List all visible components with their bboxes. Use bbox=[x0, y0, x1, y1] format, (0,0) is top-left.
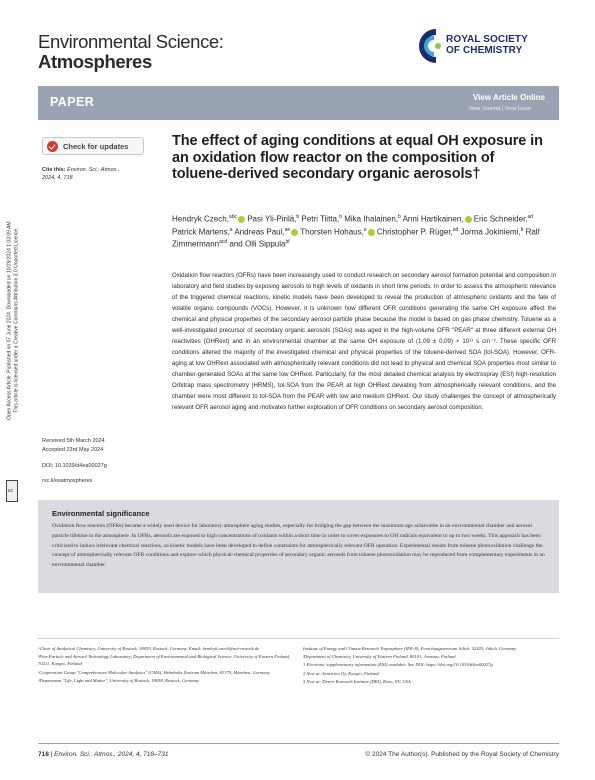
author-name[interactable]: Andreas Paul, bbox=[232, 227, 285, 237]
citation-info bbox=[42, 166, 122, 182]
cc-license-text: cc bbox=[8, 488, 13, 494]
orcid-icon[interactable] bbox=[238, 216, 245, 223]
footnote: ᵈDepartment "Life, Light and Matter", University of Rostock, 18059, Rostock, Germany bbox=[38, 677, 200, 683]
page-number: 718 bbox=[38, 751, 49, 758]
footer-left bbox=[38, 751, 168, 758]
significance-title: Environmental significance bbox=[52, 509, 150, 518]
footer-journal-ref: Environ. Sci.: Atmos., 2024, 4, 718–731 bbox=[54, 751, 169, 758]
author-affiliation: abc bbox=[228, 214, 237, 220]
orcid-icon[interactable] bbox=[368, 229, 375, 236]
footnote: † Electronic supplementary information (ESI) available. See DOI: https://doi.org/10.1039/d4ea00027g bbox=[303, 662, 493, 668]
received-date: Received 5th March 2024 bbox=[42, 438, 105, 444]
environmental-significance-box bbox=[38, 500, 559, 593]
check-for-updates-label: Check for updates bbox=[63, 141, 129, 151]
journal-issue-links[interactable]: View Journal | View Issue bbox=[468, 106, 531, 112]
open-access-line-1: Open Access Article. Published on 07 June 2024. Downloaded on 10/29/2024 1:03:09 AM. bbox=[6, 220, 13, 420]
view-article-online-link[interactable]: View Article Online bbox=[472, 93, 545, 102]
journal-line-1: Environmental Science: bbox=[38, 31, 224, 52]
abstract: Oxidation flow reactors (OFRs) have been increasingly used to conduct research on secondary aerosol formation potential and composition in laboratory and field studies by exposing aerosols to high levels of oxidants in short time periods. In order to assess the atmospheric relevance of the triggered chemical reactions, kinetic models have been developed to reveal the production of atmospheric oxidants and the fate of volatile organic compounds (VOCs). However, it is unknown how different OFR conditions generating the same OH exposure affect the chemical and physical properties of the secondary aerosol particle phase because the model is based on gas phase chemistry. Toluene as a well-investigated precursor of secondary organic aerosols (SOAs) was aged in the high-volume OFR "PEAR" at three different external OH reactivities (OHRext) and in an environmental chamber at the same OH exposure of (1.09 ± 0.09) × 10¹¹ s cm⁻³. These specific OFR conditions altered the majority of the investigated chemical and physical properties of the toluene-derived SOA (tol-SOA). However, OFR- aging at low OHRext associated with atmospherically relevant conditions did not lead to physical and chemical SOA properties most similar to chamber-generated SOAs at the same low OHRext. Particularly, for the most detailed chemical analysis by electrospray (ESI) high-resolution Orbitrap mass spectrometry (HRMS), tol-SOA from the PEAR at high OHRext deviating from atmospherically relevant conditions, and the chamber were most different to tol-SOA from the PEAR with low and medium OHRext. Our study challenges the concept of atmospherically relevant OFR aerosol aging and motivates further exploration of OFR conditions on secondary aerosol composition. bbox=[172, 272, 556, 411]
author-name[interactable]: Eric Schneider, bbox=[471, 214, 528, 224]
author-name[interactable]: and Olli Sippula bbox=[227, 239, 286, 249]
author-affiliation: b bbox=[520, 226, 524, 233]
author-affiliation: ae bbox=[284, 226, 291, 233]
significance-text: Oxidation flow reactors (OFRs) became a widely used device for laboratory atmosphere aging studies, especially for bridging the gap between the maximum age achievable in an environmental chamber and aerosol particle lifetime in the atmosphere. In OFRs, aerosols are exposed to high concentrations of oxidants within a short time in order to cover exposures to OH radicals equivalent to up to two weeks. This approach has been criticized to induce irrelevant chemical reactions, so kinetic models have been developed to define constraints for atmospherically relevant OFR operation. Experimental results from toluene photooxidation challenge the concept of atmospherically relevant OFR conditions and explore which physical-chemical properties of secondary organic aerosols from toluene photooxidation may be reproduced from complementary experiments in an environmental chamber. bbox=[52, 523, 545, 569]
cc-license-icon[interactable] bbox=[6, 480, 18, 502]
author-affiliation: b bbox=[296, 214, 300, 220]
author-affiliation: bf bbox=[285, 239, 290, 246]
open-access-sidebar bbox=[0, 150, 26, 494]
journal-title bbox=[38, 32, 224, 72]
accepted-date: Accepted 23rd May 2024 bbox=[42, 447, 104, 453]
author-name[interactable]: Hendryk Czech, bbox=[172, 214, 229, 224]
footnote: ᶠDepartment of Chemistry, University of Eastern Finland, 80101, Joensuu, Finland bbox=[303, 654, 456, 660]
author-name[interactable]: Mika Ihalainen, bbox=[341, 214, 399, 224]
received-dates bbox=[42, 437, 152, 455]
author-name[interactable]: Petri Tiitta, bbox=[299, 214, 340, 224]
doi[interactable]: DOI: 10.1039/d4ea00027g bbox=[42, 463, 107, 469]
author-name[interactable]: Christopher P. Rüger, bbox=[374, 227, 453, 237]
author-affiliation: b bbox=[339, 214, 342, 220]
footnote: Institute of Energy and Climate Research Troposphere (IEK-8), Forschungszentrum Jülich, 52425, Jülich, Germany bbox=[303, 646, 517, 651]
article-type-label: PAPER bbox=[50, 95, 95, 109]
author-name[interactable]: Patrick Martens, bbox=[172, 227, 230, 237]
footnote: ᵇFine Particle and Aerosol Technology Laboratory, Department of Environmental and Biological Science, University of Eastern Finland, 70211, Kuopio, Finland bbox=[38, 654, 290, 667]
author-affiliation: b bbox=[398, 214, 401, 220]
footnotes-left bbox=[38, 645, 293, 685]
footnote: § Now at: Desert Research Institute (DRI), Reno, NV, USA. bbox=[303, 678, 412, 684]
author-affiliation: e bbox=[363, 226, 367, 233]
footnote: ‡ Now at: Sensirion Oy, Kuopio, Finland. bbox=[303, 670, 380, 676]
journal-line-2: Atmospheres bbox=[38, 51, 152, 72]
orcid-icon[interactable] bbox=[465, 216, 472, 223]
rsc-line-1: ROYAL SOCIETY bbox=[446, 34, 528, 45]
author-affiliation: acd bbox=[219, 239, 228, 246]
rsc-logo-icon bbox=[412, 26, 444, 66]
footnote: ᵃChair of Analytical Chemistry, University of Rostock, 18059, Rostock, Germany. Email: hendryk.czech@uni-rostock.de bbox=[38, 646, 260, 651]
author-affiliation: ad bbox=[527, 214, 534, 220]
author-name[interactable]: Anni Hartikainen, bbox=[400, 214, 464, 224]
check-for-updates-button[interactable] bbox=[42, 137, 144, 155]
article-type-banner bbox=[38, 86, 559, 120]
footer-copyright: © 2024 The Author(s). Published by the Royal Society of Chemistry bbox=[365, 751, 559, 758]
author-affiliation: a bbox=[229, 226, 233, 233]
author-name[interactable]: Jorma Jokiniemi, bbox=[458, 227, 521, 237]
footer-divider bbox=[38, 743, 559, 744]
open-access-notice[interactable] bbox=[7, 220, 20, 420]
footer-separator: | bbox=[50, 751, 55, 758]
cite-label: Cite this: bbox=[42, 167, 66, 173]
author-affiliation: ad bbox=[452, 226, 459, 233]
journal-url[interactable]: rsc.li/esatmospheres bbox=[42, 478, 93, 484]
open-access-line-2: This article is licensed under a Creative Commons Attribution 3.0 Unported Licence. bbox=[13, 227, 19, 413]
cite-ref: Environ. Sci.: Atmos., 2024, 4, 718 bbox=[42, 167, 120, 181]
rsc-line-2: OF CHEMISTRY bbox=[446, 45, 523, 56]
author-list bbox=[172, 212, 552, 250]
rsc-logo[interactable] bbox=[412, 26, 562, 70]
footnotes-right bbox=[303, 645, 559, 686]
footnote: ᶜCooperation Group "Comprehensive Molecular Analytics" (CMA), Helmholtz Zentrum München, 81379, München, Germany bbox=[38, 669, 270, 675]
footnote-divider bbox=[38, 638, 559, 639]
author-name[interactable]: Pasi Yli-Pirilä, bbox=[244, 214, 297, 224]
article-title: The effect of aging conditions at equal OH exposure in an oxidation flow reactor on the composition of toluene-derived secondary organic aerosols† bbox=[172, 133, 543, 182]
author-name[interactable]: Thorsten Hohaus, bbox=[298, 227, 364, 237]
author-name[interactable]: Ralf Zimmermann bbox=[172, 227, 540, 249]
check-icon bbox=[47, 141, 58, 152]
